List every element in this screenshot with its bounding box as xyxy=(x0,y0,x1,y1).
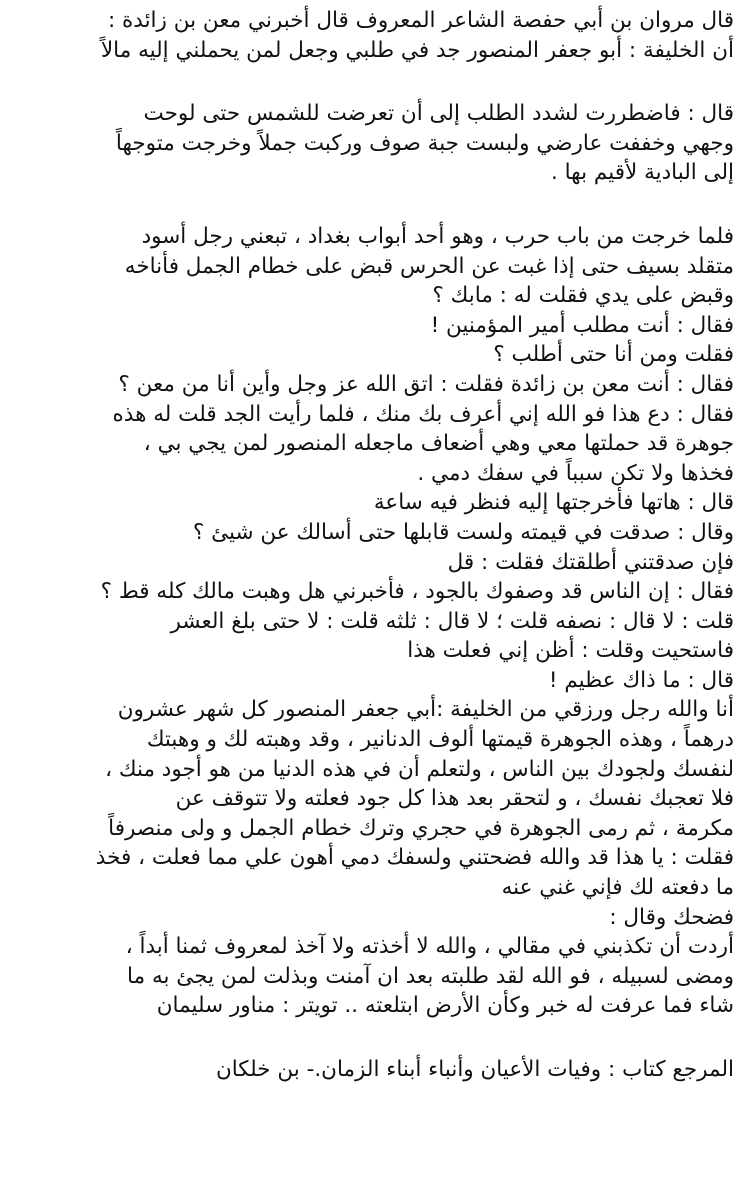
text-line: أن الخليفة : أبو جعفر المنصور جد في طلبي وجعل لمن يحملني إليه مالاً xyxy=(100,37,734,63)
reference-paragraph xyxy=(10,1055,734,1085)
text-line: قال مروان بن أبي حفصة الشاعر المعروف قال أخبرني معن بن زائدة : xyxy=(107,8,734,33)
text-line: وقبض على يدي فقلت له : مابك ؟ xyxy=(432,283,734,309)
text-line: فإن صدقتني أطلقتك فقلت : قل xyxy=(447,549,734,575)
text-line: فلا تعجبك نفسك ، و لتحقر بعد هذا كل جود فعلته ولا تتوقف عن xyxy=(175,786,734,812)
text-line: لنفسك ولجودك بين الناس ، ولتعلم أن في هذه الدنيا من هو أجود منك ، xyxy=(105,756,734,782)
paragraph-spacer xyxy=(10,188,734,222)
text-line: قال : هاتها فأخرجتها إليه فنظر فيه ساعة xyxy=(373,490,734,516)
text-line: درهماً ، وهذه الجوهرة قيمتها ألوف الدنانير ، وقد وهبته لك و وهبتك xyxy=(146,727,734,753)
text-line: أردت أن تكذبني في مقالي ، والله لا أخذته ولا آخذ لمعروف ثمنا أبداً ، xyxy=(125,934,734,960)
text-line: جوهرة قد حملتها معي وهي أضعاف ماجعله المنصور لمن يجي بي ، xyxy=(143,431,734,457)
text-line: فقال : دع هذا فو الله إني أعرف بك منك ، فلما رأيت الجد قلت له هذه xyxy=(112,401,734,427)
text-line: فقلت : يا هذا قد والله فضحتني ولسفك دمي أهون علي مما فعلت ، فخذ xyxy=(95,845,734,871)
text-line: فاستحيت وقلت : أظن إني فعلت هذا xyxy=(407,638,734,664)
text-line: إلى البادية لأقيم بها . xyxy=(550,160,734,186)
text-line: متقلد بسيف حتى إذا غبت عن الحرس قبض على خطام الجمل فأناخه xyxy=(124,253,734,279)
flight-paragraph xyxy=(10,99,734,188)
text-line: فضحك وقال : xyxy=(609,904,734,930)
text-line: فلما خرجت من باب حرب ، وهو أحد أبواب بغداد ، تبعني رجل أسود xyxy=(141,223,734,249)
paragraph-spacer xyxy=(10,65,734,99)
text-line: أنا والله رجل ورزقي من الخليفة :أبي جعفر المنصور كل شهر عشرون xyxy=(117,697,734,723)
paragraph-spacer xyxy=(10,1021,734,1055)
story-paragraph xyxy=(10,222,734,1021)
text-line: فقال : أنت مطلب أمير المؤمنين ! xyxy=(430,312,734,338)
text-line: ما دفعته لك فإني غني عنه xyxy=(501,875,734,901)
text-line: وجهي وخففت عارضي ولبست جبة صوف وركبت جملاً وخرجت متوجهاً xyxy=(115,130,734,156)
text-line: قال : فاضطررت لشدد الطلب إلى أن تعرضت للشمس حتى لوحت xyxy=(143,101,734,127)
text-line: ومضى لسبيله ، فو الله لقد طلبته بعد ان آمنت وبذلت لمن يجئ به ما xyxy=(127,963,734,989)
text-line: مكرمة ، ثم رمى الجوهرة في حجري وترك خطام الجمل و ولى منصرفاً xyxy=(108,815,734,841)
text-line: قلت : لا قال : نصفه قلت ؛ لا قال : ثلثه قلت : لا حتى بلغ العشر xyxy=(170,608,734,634)
text-line: شاء فما عرفت له خبر وكأن الأرض ابتلعته .. تويتر : مناور سليمان xyxy=(156,993,734,1019)
text-line: وقال : صدقت في قيمته ولست قابلها حتى أسالك عن شيئ ؟ xyxy=(192,519,734,545)
text-line: فخذها ولا تكن سبباً في سفك دمي . xyxy=(417,460,734,486)
intro-paragraph xyxy=(10,6,734,65)
text-line: فقال : إن الناس قد وصفوك بالجود ، فأخبرني هل وهبت مالك كله قط ؟ xyxy=(100,579,734,605)
text-line: فقال : أنت معن بن زائدة فقلت : اتق الله عز وجل وأين أنا من معن ؟ xyxy=(118,371,734,397)
text-line: فقلت ومن أنا حتى أطلب ؟ xyxy=(493,342,734,368)
reference-line: المرجع كتاب : وفيات الأعيان وأنباء أبناء الزمان.- بن خلكان xyxy=(215,1057,734,1082)
text-line: قال : ما ذاك عظيم ! xyxy=(548,667,734,693)
